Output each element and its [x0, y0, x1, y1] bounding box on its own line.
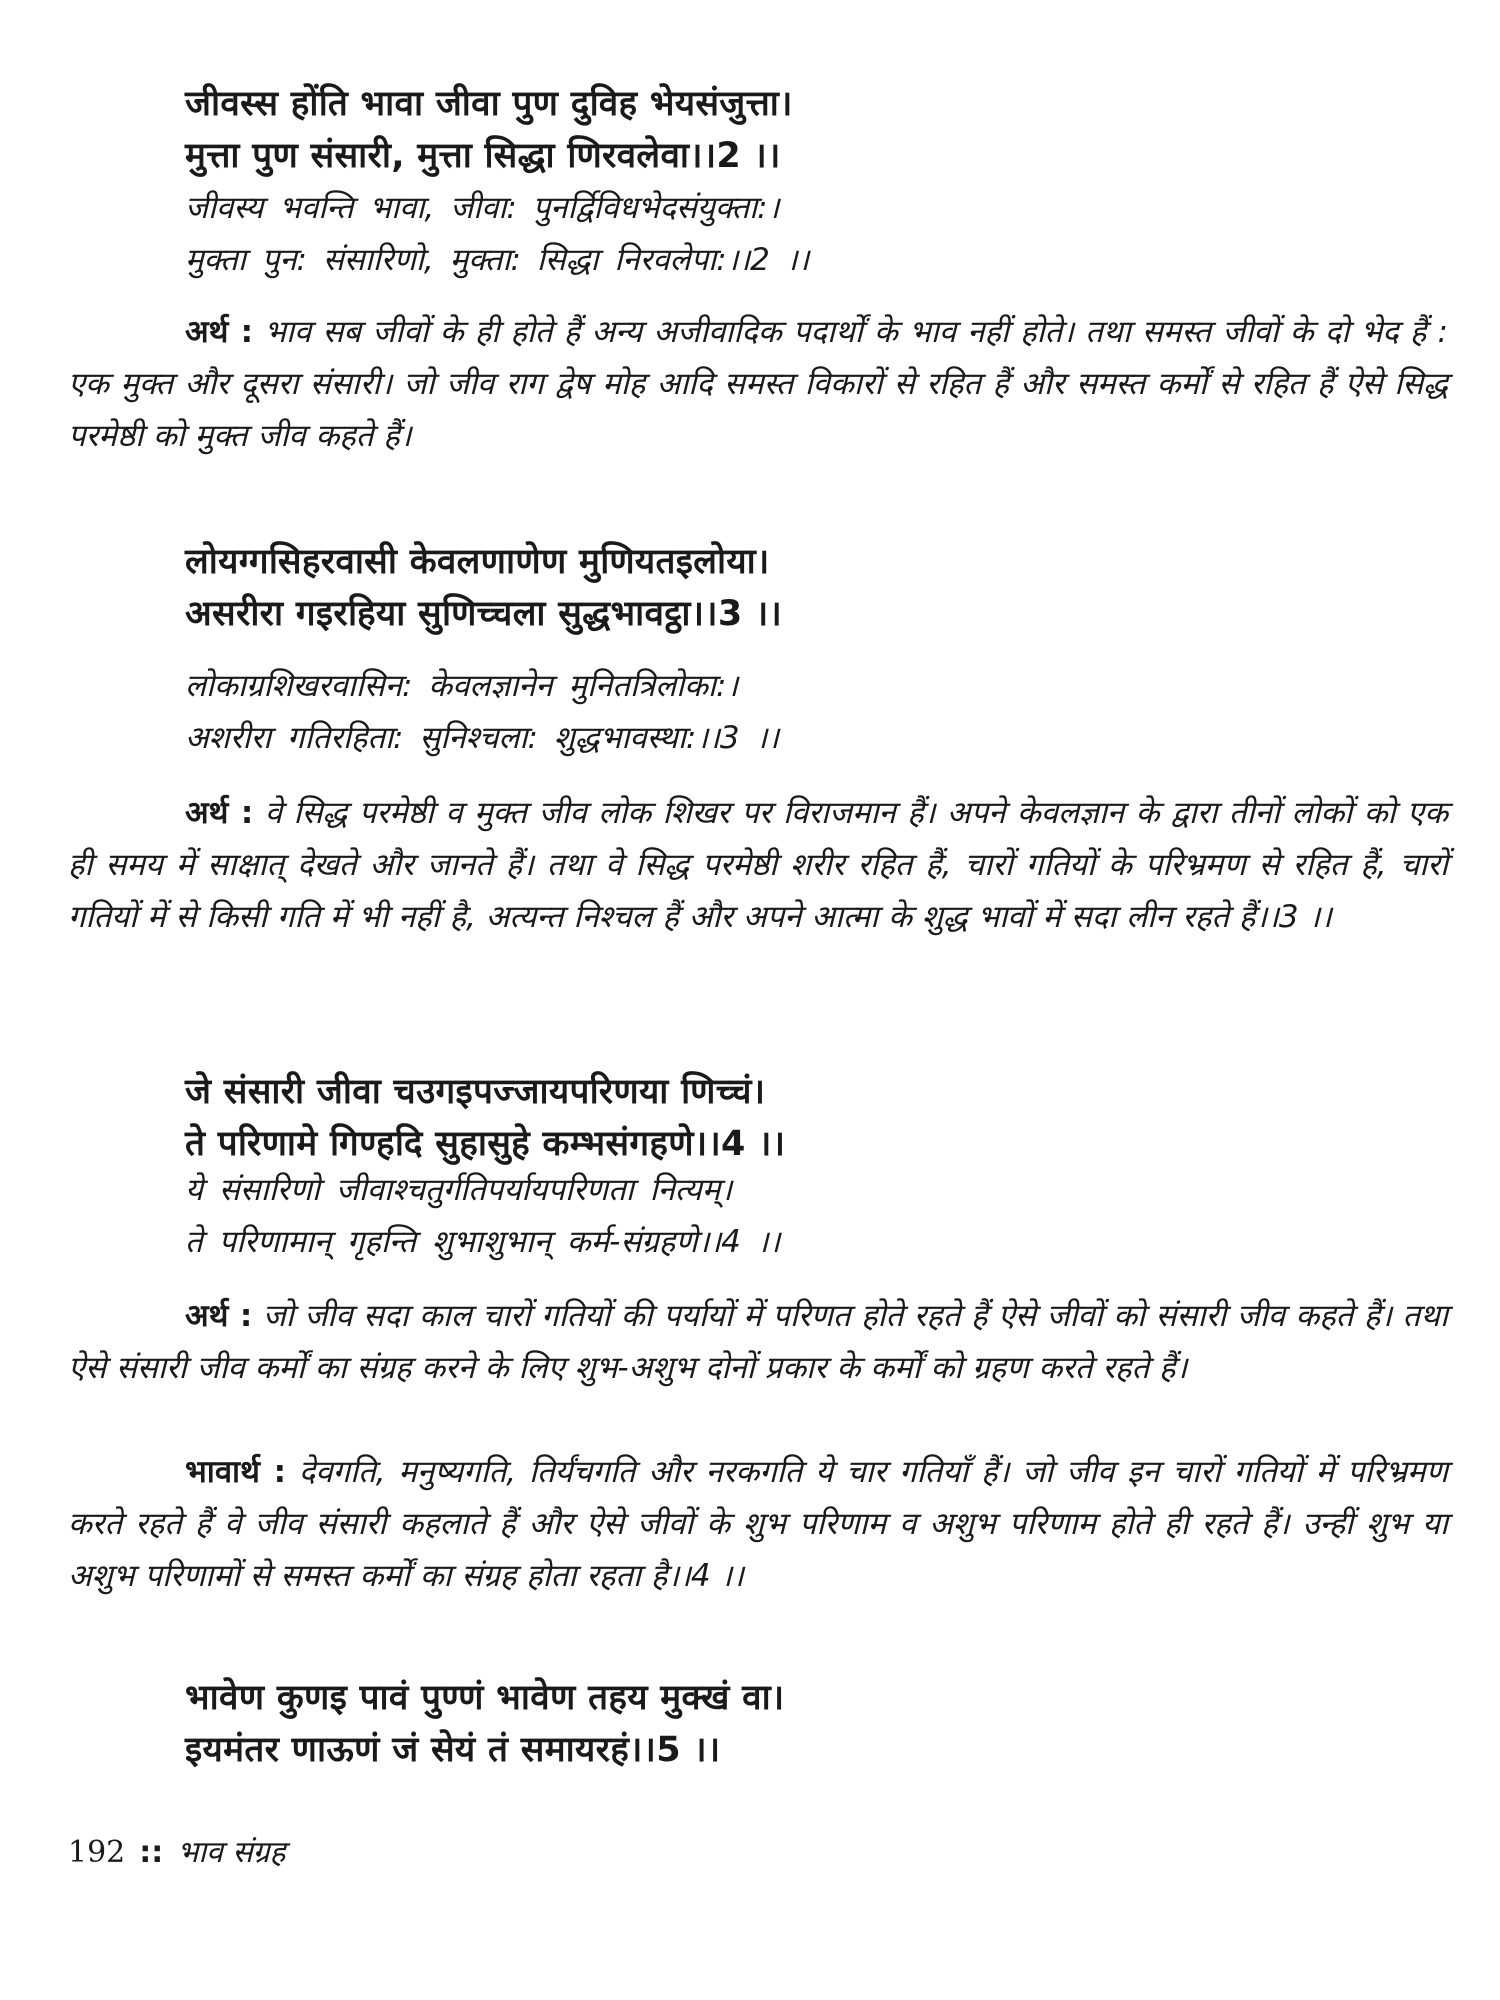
- prakrit-verse-2: [185, 78, 793, 182]
- sanskrit-verse-2: [185, 182, 809, 286]
- page-footer: [68, 1830, 285, 1871]
- verse-line: लोकाग्रशिखरवासिन: केवलज्ञानेन मुनितत्रिलोका:।: [185, 668, 739, 704]
- verse-line: लोयग्गसिहरवासी केवलणाणेण मुणियतइलोया।: [185, 542, 770, 582]
- sanskrit-verse-3: [185, 660, 779, 764]
- meaning-label: अर्थ :: [185, 1298, 253, 1334]
- verse-line: मुक्ता पुन: संसारिणो, मुक्ता: सिद्धा निरवलेपा:।।2 ।।: [185, 242, 810, 278]
- meaning-label: अर्थ :: [185, 314, 254, 350]
- prakrit-verse-4: [185, 1066, 785, 1170]
- verse-line: जे संसारी जीवा चउगइपज्जायपरिणया णिच्चं।: [185, 1072, 766, 1112]
- meaning-paragraph-3: [68, 787, 1448, 943]
- meaning-text: भाव सब जीवों के ही होते हैं अन्य अजीवादिक पदार्थों के भाव नहीं होते। तथा समस्त जीवों के दो भेद हैं : एक मुक्त और दूसरा संसारी। जो जीव राग द्वेष मोह आदि समस्त विकारों से रहित हैं और समस्त कर्मों से रहित हैं ऐसे सिद्ध परमेष्ठी को मुक्त जीव कहते हैं।: [68, 314, 1448, 454]
- verse-line: ते परिणामान् गृहन्ति शुभाशुभान् कर्म-संग्रहणे।।4 ।।: [185, 1224, 781, 1260]
- verse-line: मुत्ता पुण संसारी, मुत्ता सिद्धा णिरवलेवा।।2 ।।: [185, 136, 781, 176]
- verse-line: भावेण कुणइ पावं पुण्णं भावेण तहय मुक्खं वा।: [185, 1678, 785, 1718]
- footer-separator: ::: [139, 1835, 164, 1870]
- verse-line: जीवस्स होंति भावा जीवा पुण दुविह भेयसंजुत्ता।: [185, 84, 793, 124]
- explanation-text: देवगति, मनुष्यगति, तिर्यंचगति और नरकगति ये चार गतियाँ हैं। जो जीव इन चारों गतियों में परिभ्रमण करते रहते हैं वे जीव संसारी कहलाते हैं और ऐसे जीवों के शुभ परिणाम व अशुभ परिणाम होते ही रहते हैं। उन्हीं शुभ या अशुभ परिणामों से समस्त कर्मों का संग्रह होता रहता है।।4 ।।: [68, 1454, 1448, 1594]
- explanation-label: भावार्थ :: [185, 1454, 287, 1490]
- prakrit-verse-5: [185, 1672, 785, 1776]
- verse-line: जीवस्य भवन्ति भावा, जीवा: पुनर्द्विविधभेदसंयुक्ता:।: [185, 190, 780, 226]
- book-title: भाव संग्रह: [177, 1835, 286, 1870]
- verse-line: ते परिणामे गिण्हदि सुहासुहे कम्भसंगहणे।।4 ।।: [185, 1124, 786, 1164]
- verse-line: असरीरा गइरहिया सुणिच्चला सुद्धभावट्ठा।।3 ।।: [185, 594, 783, 634]
- page-number: 192: [68, 1835, 126, 1870]
- verse-line: अशरीरा गतिरहिता: सुनिश्चला: शुद्धभावस्था:।।3 ।।: [185, 720, 779, 756]
- explanation-paragraph-4: [68, 1446, 1448, 1602]
- meaning-text: वे सिद्ध परमेष्ठी व मुक्त जीव लोक शिखर पर विराजमान हैं। अपने केवलज्ञान के द्वारा तीनों लोकों को एक ही समय में साक्षात् देखते और जानते हैं। तथा वे सिद्ध परमेष्ठी शरीर रहित हैं, चारों गतियों के परिभ्रमण से रहित हैं, चारों गतियों में से किसी गति में भी नहीं है, अत्यन्त निश्चल हैं और अपने आत्मा के शुद्ध भावों में सदा लीन रहते हैं।।3 ।।: [68, 795, 1448, 935]
- prakrit-verse-3: [185, 536, 782, 640]
- meaning-paragraph-2: [68, 306, 1448, 462]
- sanskrit-verse-4: [185, 1164, 780, 1268]
- verse-line: इयमंतर णाऊणं जं सेयं तं समायरहं।।5 ।।: [185, 1730, 721, 1770]
- meaning-paragraph-4: [68, 1290, 1448, 1394]
- verse-line: ये संसारिणो जीवाश्चतुर्गतिपर्यायपरिणता नित्यम्।: [185, 1172, 733, 1208]
- meaning-text: जो जीव सदा काल चारों गतियों की पर्यायों में परिणत होते रहते हैं ऐसे जीवों को संसारी जीव कहते हैं। तथा ऐसे संसारी जीव कर्मों का संग्रह करने के लिए शुभ-अशुभ दोनों प्रकार के कर्मों को ग्रहण करते रहते हैं।: [68, 1298, 1449, 1386]
- meaning-label: अर्थ :: [185, 795, 254, 831]
